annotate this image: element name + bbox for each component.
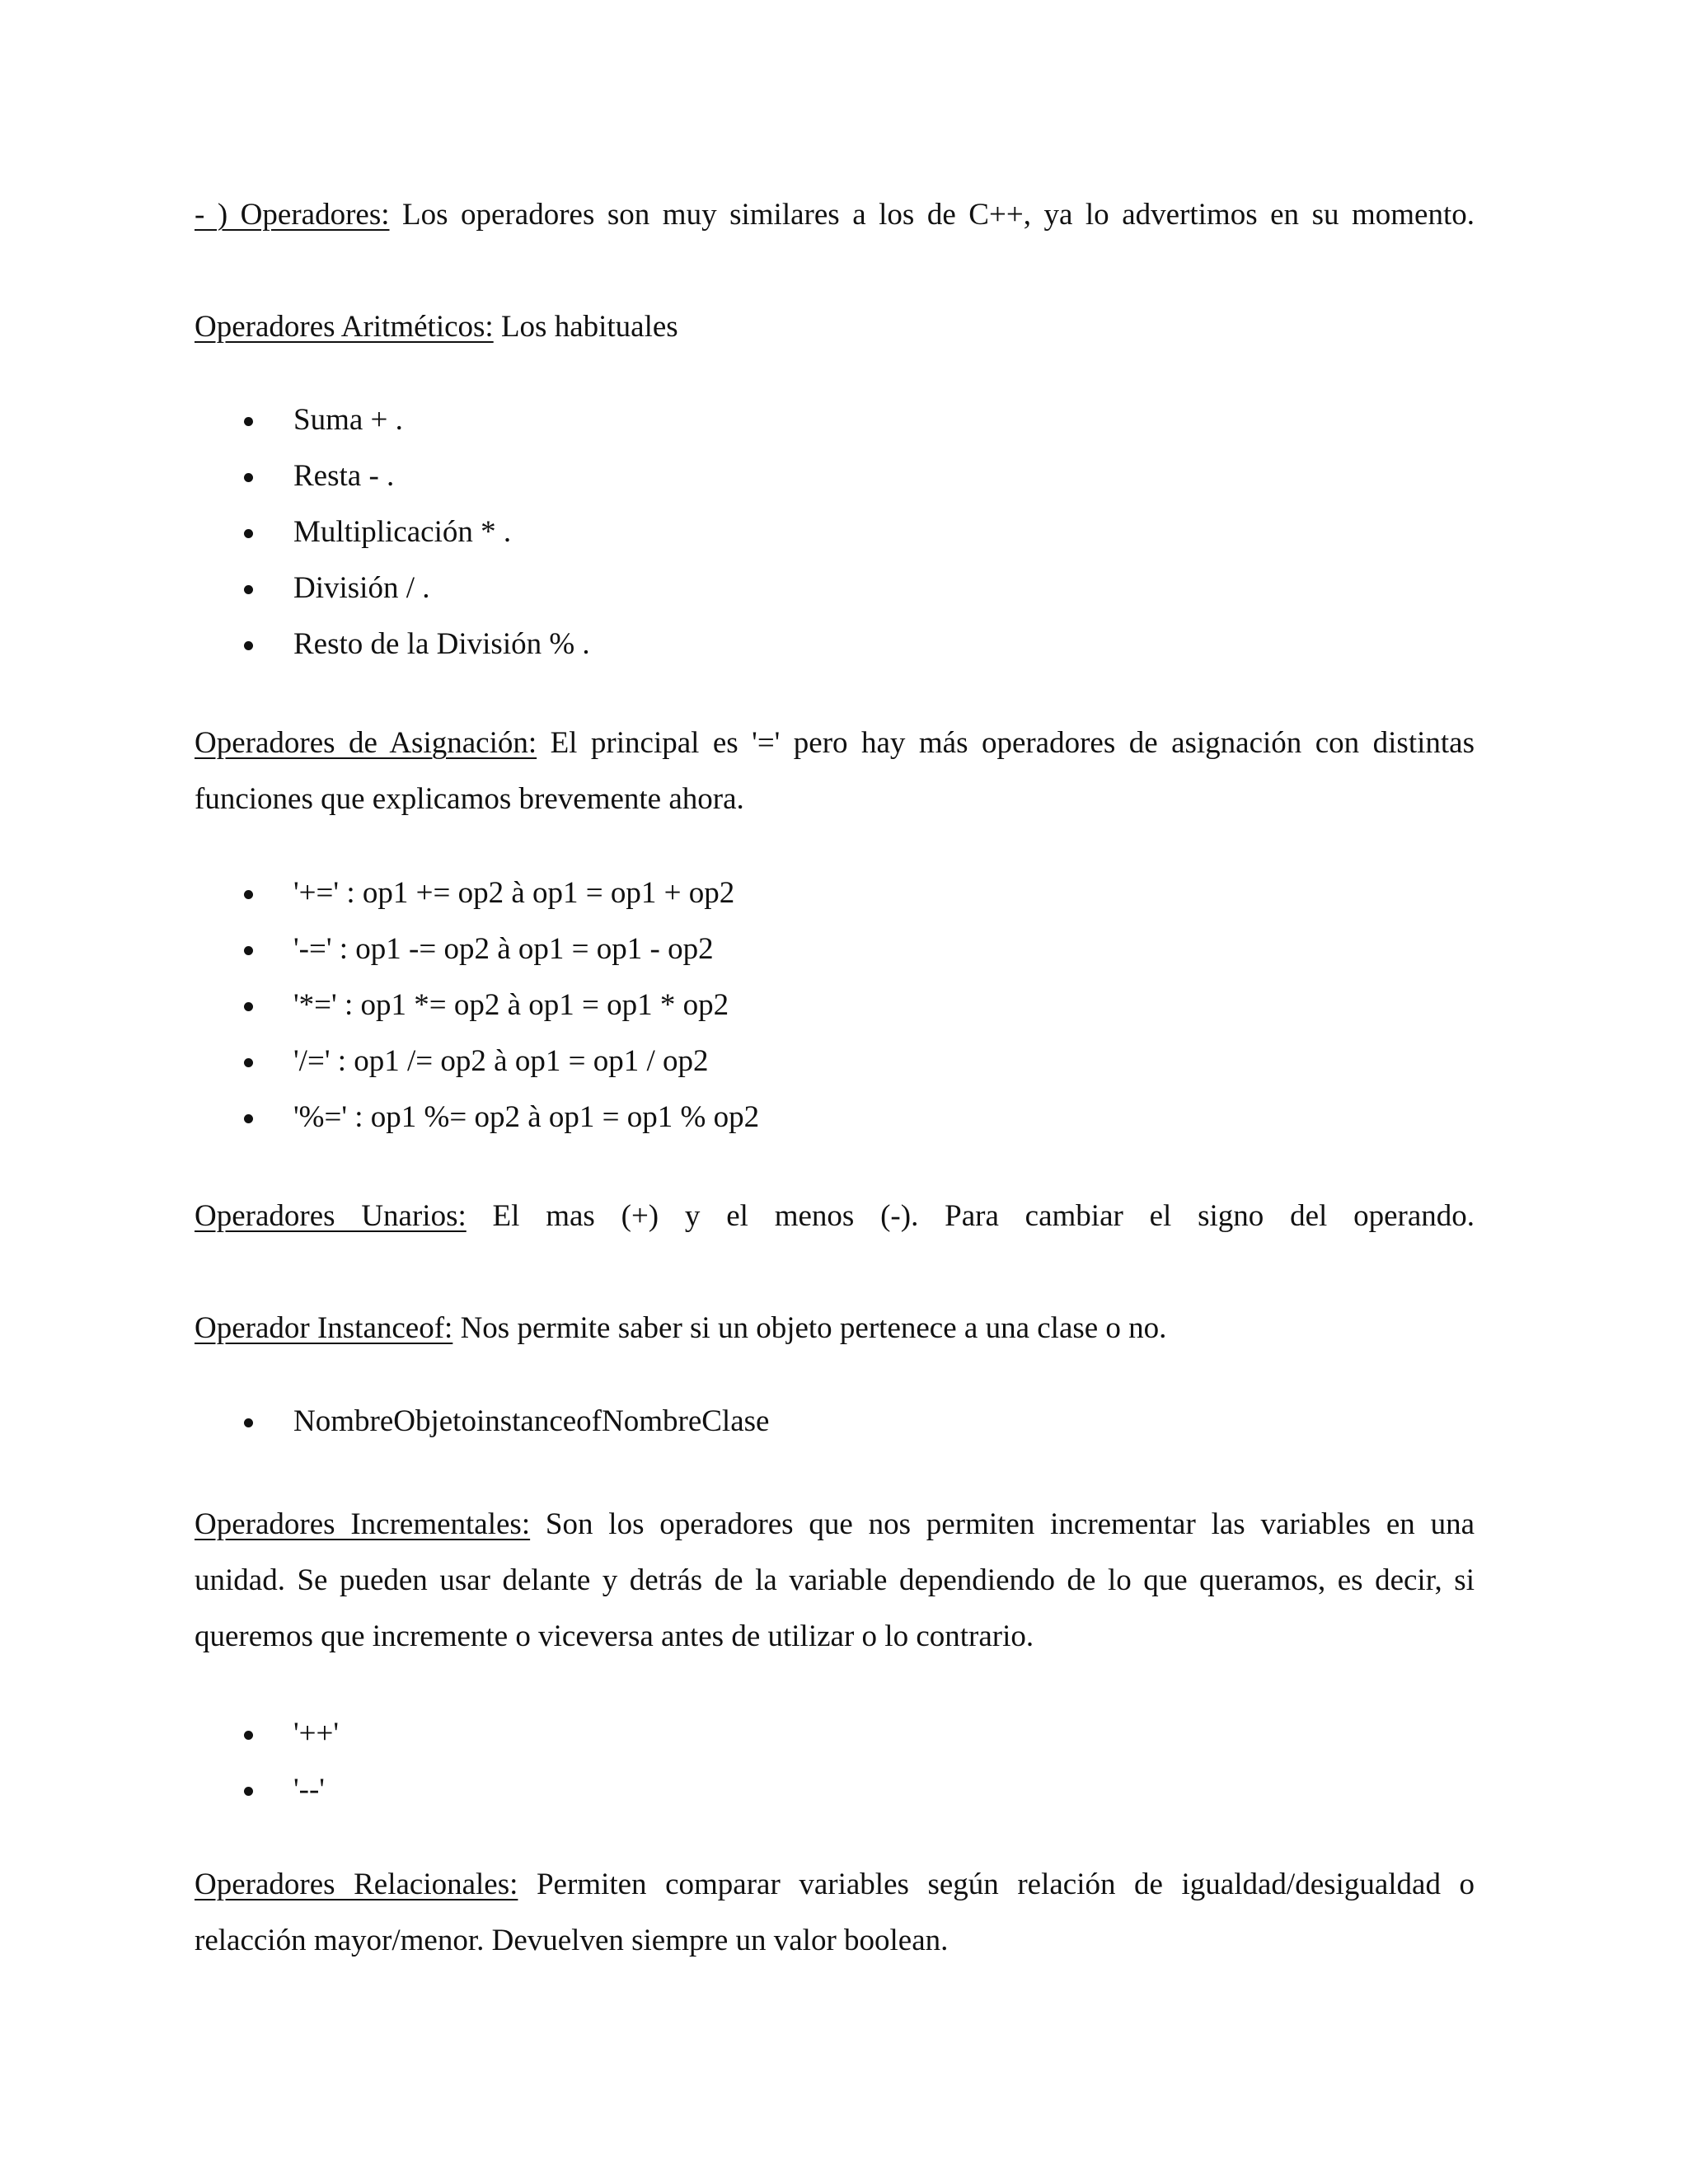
- list-item: [195, 504, 590, 560]
- heading-operadores: - ) Operadores:: [195, 198, 390, 232]
- list-item-text: '++': [293, 1717, 340, 1750]
- text-aritmeticos: Los habituales: [493, 310, 678, 344]
- bullet-icon: [244, 1787, 253, 1796]
- list-item: [195, 1706, 339, 1762]
- paragraph-operadores: [195, 187, 1475, 243]
- list-item: [195, 616, 590, 673]
- list-item-text: '-=' : op1 -= op2 à op1 = op1 - op2: [293, 932, 714, 966]
- list-item-text: Multiplicación * .: [293, 515, 512, 549]
- text-operadores: Los operadores son muy similares a los de C++, ya lo advertimos en su momento.: [389, 198, 1475, 232]
- paragraph-asignacion: [195, 715, 1475, 827]
- bullet-icon: [244, 1058, 253, 1067]
- paragraph-unarios: [195, 1188, 1475, 1244]
- list-item-text: '--': [293, 1773, 325, 1807]
- list-item-text: '+=' : op1 += op2 à op1 = op1 + op2: [293, 876, 735, 910]
- list-item: [195, 1762, 339, 1818]
- bullet-icon: [244, 417, 253, 426]
- list-item: [195, 560, 590, 616]
- paragraph-relacionales: [195, 1857, 1475, 1969]
- list-item: [195, 977, 759, 1033]
- text-incrementales: Son los operadores que nos permiten incrementar las variables en una unidad. Se pueden usar delante y detrás de la variable dependiendo de lo que queramos, es decir, si queremos que incremente o viceversa antes de utilizar o lo contrario.: [195, 1507, 1475, 1653]
- list-item-text: '/=' : op1 /= op2 à op1 = op1 / op2: [293, 1044, 709, 1078]
- text-instanceof: Nos permite saber si un objeto pertenece a una clase o no.: [452, 1311, 1167, 1345]
- list-item: [195, 865, 759, 921]
- bullet-icon: [244, 1002, 253, 1011]
- list-item: [195, 392, 590, 448]
- heading-unarios: Operadores Unarios:: [195, 1199, 467, 1233]
- list-item-text: Suma + .: [293, 403, 403, 437]
- list-item: [195, 1394, 769, 1450]
- list-item: [195, 1090, 759, 1146]
- text-asignacion: El principal es '=' pero hay más operadores de asignación con distintas funciones que explicamos brevemente ahora.: [195, 726, 1475, 816]
- bullet-icon: [244, 529, 253, 538]
- list-incrementales: [195, 1706, 339, 1818]
- list-item-text: Resta - .: [293, 459, 395, 493]
- bullet-icon: [244, 641, 253, 650]
- paragraph-incrementales: [195, 1497, 1475, 1665]
- list-item: [195, 921, 759, 977]
- bullet-icon: [244, 1418, 253, 1427]
- list-asignacion: [195, 865, 759, 1146]
- bullet-icon: [244, 1731, 253, 1740]
- document-page: [195, 0, 1475, 2184]
- bullet-icon: [244, 946, 253, 955]
- list-item-text: División / .: [293, 571, 430, 605]
- list-item-text: '*=' : op1 *= op2 à op1 = op1 * op2: [293, 988, 729, 1022]
- list-item-text: Resto de la División % .: [293, 627, 590, 661]
- heading-incrementales: Operadores Incrementales:: [195, 1507, 531, 1541]
- paragraph-aritmeticos: [195, 299, 1475, 355]
- list-aritmeticos: [195, 392, 590, 673]
- heading-asignacion: Operadores de Asignación:: [195, 726, 537, 760]
- list-item: [195, 448, 590, 504]
- text-relacionales: Permiten comparar variables según relación de igualdad/desigualdad o relacción mayor/menor. Devuelven siempre un valor boolean.: [195, 1868, 1475, 1957]
- list-item-text: '%=' : op1 %= op2 à op1 = op1 % op2: [293, 1100, 760, 1134]
- heading-relacionales: Operadores Relacionales:: [195, 1868, 518, 1901]
- bullet-icon: [244, 473, 253, 482]
- list-item: [195, 1033, 759, 1090]
- bullet-icon: [244, 585, 253, 594]
- bullet-icon: [244, 1114, 253, 1123]
- text-unarios: El mas (+) y el menos (-). Para cambiar el signo del operando.: [466, 1199, 1475, 1233]
- heading-instanceof: Operador Instanceof:: [195, 1311, 453, 1345]
- bullet-icon: [244, 890, 253, 899]
- heading-aritmeticos: Operadores Aritméticos:: [195, 310, 494, 344]
- list-item-text: NombreObjetoinstanceofNombreClase: [293, 1404, 770, 1438]
- paragraph-instanceof: [195, 1301, 1475, 1357]
- list-instanceof: [195, 1394, 769, 1450]
